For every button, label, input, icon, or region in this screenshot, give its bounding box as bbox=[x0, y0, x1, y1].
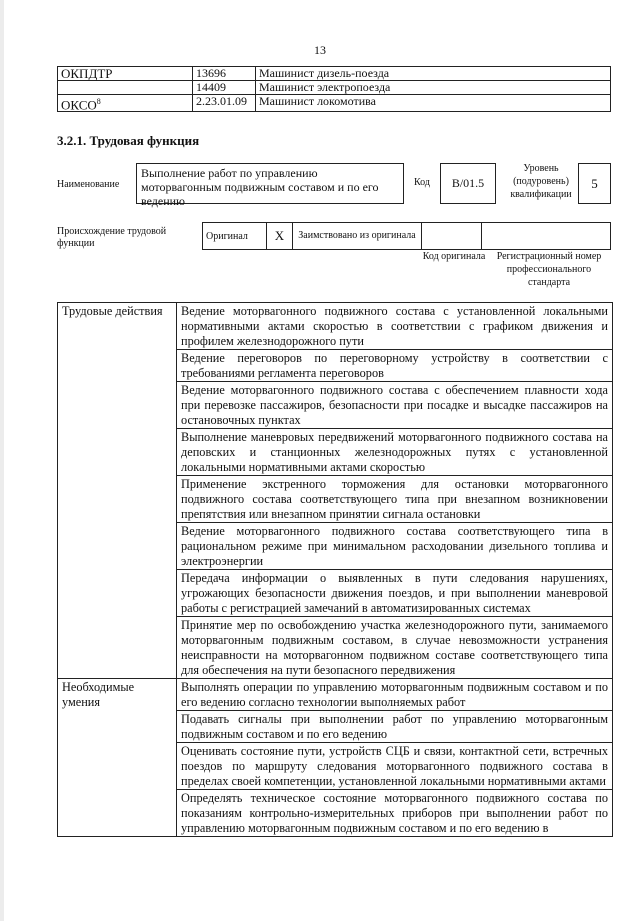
classifier-name: ОКСО bbox=[61, 97, 97, 113]
table-row bbox=[58, 81, 611, 95]
original-cell: Оригинал bbox=[203, 223, 267, 250]
classifier-code: 14409 bbox=[193, 81, 256, 95]
function-name-box: Выполнение работ по управлению моторвагонным подвижным составом и по его ведению bbox=[136, 163, 404, 204]
table-row bbox=[58, 67, 611, 81]
origin-label: Происхождение трудовой функции bbox=[57, 226, 167, 249]
classifier-name bbox=[58, 81, 193, 95]
list-item: Ведение моторвагонного подвижного состава соответствующего типа в рациональном режиме при минимальном расходовании дизельного топлива и электроэнергии bbox=[177, 523, 613, 570]
original-code-cell bbox=[422, 223, 482, 250]
list-item: Ведение моторвагонного подвижного состава с установленной локальными нормативными актами скоростью в соответствии с графиком движения и профилем железнодорожного пути bbox=[177, 303, 613, 350]
classifier-code: 13696 bbox=[193, 67, 256, 81]
original-code-caption: Код оригинала bbox=[422, 251, 486, 262]
list-item: Выполнять операции по управлению моторвагонным подвижным составом и по его ведению согласно технологии выполняемых работ bbox=[177, 679, 613, 711]
borrowed-cell: Заимствовано из оригинала bbox=[293, 223, 422, 250]
table-row bbox=[58, 95, 611, 112]
table-row bbox=[58, 679, 613, 711]
page-number: 13 bbox=[314, 43, 326, 57]
classifier-title: Машинист электропоезда bbox=[256, 81, 611, 95]
scan-edge-shadow bbox=[0, 0, 4, 921]
list-item: Подавать сигналы при выполнении работ по управлению моторвагонным подвижным составом и по его ведению bbox=[177, 711, 613, 743]
function-code-box: B/01.5 bbox=[440, 163, 496, 204]
list-item: Применение экстренного торможения для остановки моторвагонного подвижного состава соответствующего типа при внезапном возникновении препятствия или внезапном принятии сигнала остановки bbox=[177, 476, 613, 523]
classifier-table bbox=[57, 66, 611, 112]
original-mark: X bbox=[267, 223, 293, 250]
labor-actions-header: Трудовые действия bbox=[58, 303, 177, 679]
list-item: Ведение переговоров по переговорному устройству в соответствии с требованиями регламента переговоров bbox=[177, 350, 613, 382]
section-title: 3.2.1. Трудовая функция bbox=[57, 133, 200, 148]
classifier-name: ОКПДТР bbox=[58, 67, 193, 81]
level-label: Уровень (подуровень) квалификации bbox=[510, 163, 572, 200]
level-value-box: 5 bbox=[578, 163, 611, 204]
table-row bbox=[203, 223, 611, 250]
classifier-code: 2.23.01.09 bbox=[193, 95, 256, 112]
footnote-mark: 8 bbox=[96, 97, 101, 106]
registration-number-cell bbox=[482, 223, 611, 250]
list-item: Принятие мер по освобождению участка железнодорожного пути, занимаемого моторвагонным подвижным составом, в случае невозможности устранения неисправности на моторвагонном подвижном составе соответствующего типа для обеспечения на пути безопасного передвижения bbox=[177, 617, 613, 679]
table-row bbox=[58, 303, 613, 350]
list-item: Передача информации о выявленных в пути следования нарушениях, угрожающих безопасности движения поездов, и при выполнении маневровой работы с регистрацией замечаний в автоматизированных системах bbox=[177, 570, 613, 617]
classifier-name-cell bbox=[58, 95, 193, 112]
list-item: Ведение моторвагонного подвижного состава с обеспечением плавности хода при перевозке пассажиров, безопасности при посадке и высадке пассажиров на остановочных пунктах bbox=[177, 382, 613, 429]
list-item: Выполнение маневровых передвижений моторвагонного подвижного состава на деповских и станционных железнодорожных путях с установленной локальными нормативными актами скоростью bbox=[177, 429, 613, 476]
code-label: Код bbox=[414, 177, 430, 188]
list-item: Определять техническое состояние моторвагонного подвижного состава по показаниям контрольно-измерительных приборов при выполнении работ по управлению моторвагонным подвижным составом и по его ведению в bbox=[177, 790, 613, 837]
classifier-title: Машинист дизель-поезда bbox=[256, 67, 611, 81]
origin-table bbox=[202, 222, 611, 250]
function-details-table bbox=[57, 302, 613, 837]
skills-header: Необходимые умения bbox=[58, 679, 177, 837]
classifier-title: Машинист локомотива bbox=[256, 95, 611, 112]
list-item: Оценивать состояние пути, устройств СЦБ и связи, контактной сети, встречных поездов по маршруту следования моторвагонного подвижного состава в пределах своей компетенции, установленной локальными нормативными актами bbox=[177, 743, 613, 790]
name-label: Наименование bbox=[57, 179, 120, 190]
registration-caption: Регистрационный номер профессионального стандарта bbox=[496, 251, 602, 288]
